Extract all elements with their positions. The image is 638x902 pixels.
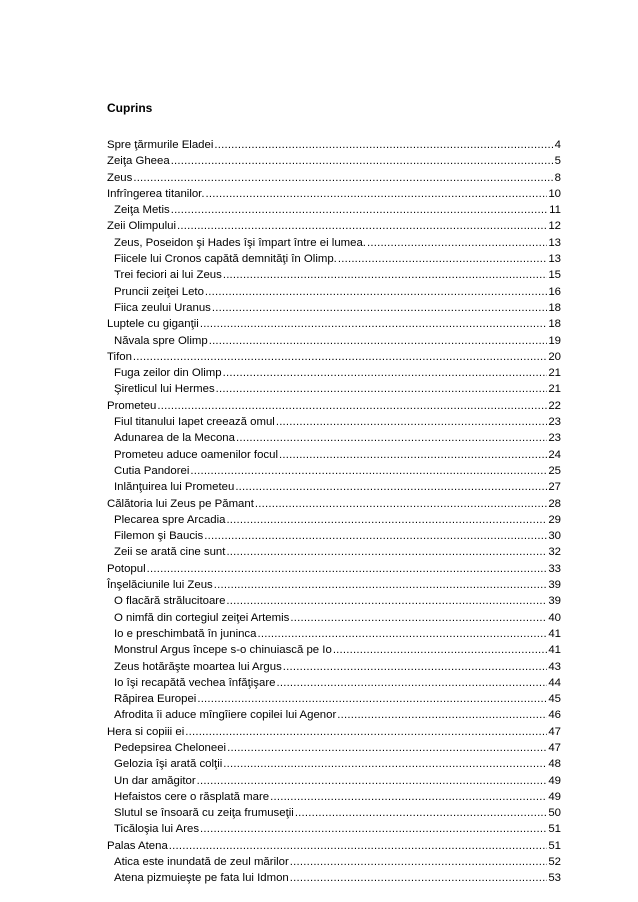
toc-entry-title: Prometeu aduce oamenilor focul: [114, 448, 278, 461]
toc-entry-title: Răpirea Europei: [114, 693, 197, 706]
toc-page-number: 28: [548, 497, 561, 510]
toc-entry-title: Zeii Olimpului: [107, 220, 176, 233]
toc-entry[interactable]: [107, 398, 561, 414]
toc-page-number: 15: [548, 269, 561, 282]
toc-subentry[interactable]: [107, 659, 561, 675]
toc-dot-leader: [177, 218, 547, 234]
toc-subentry[interactable]: [107, 267, 561, 283]
toc-page-number: 4: [554, 139, 561, 151]
toc-subentry[interactable]: [107, 381, 561, 397]
toc-entry-title: Palas Atena: [107, 839, 168, 852]
toc-dot-leader: [367, 235, 547, 251]
toc-dot-leader: [169, 838, 548, 854]
toc-page-number: 53: [548, 872, 561, 885]
toc-dot-leader: [171, 202, 548, 218]
toc-page-number: 47: [548, 725, 561, 738]
toc-page-number: 21: [548, 383, 561, 396]
toc-page-number: 32: [548, 546, 561, 559]
toc-page-number: 5: [554, 155, 561, 168]
toc-page-number: 51: [548, 823, 561, 836]
toc-dot-leader: [212, 300, 547, 316]
toc-entry[interactable]: [107, 496, 561, 512]
toc-page-number: 18: [548, 301, 561, 314]
toc-subentry[interactable]: [107, 544, 561, 560]
toc-dot-leader: [133, 349, 547, 365]
toc-page-number: 41: [548, 627, 561, 640]
toc-page-number: 43: [548, 660, 561, 673]
toc-subentry[interactable]: [107, 740, 561, 756]
toc-page-number: 11: [549, 204, 561, 217]
toc-dot-leader: [226, 512, 547, 528]
toc-entry[interactable]: [107, 838, 561, 854]
toc-page-number: 48: [548, 758, 561, 771]
toc-page-number: 12: [548, 220, 561, 233]
toc-dot-leader: [171, 153, 554, 169]
toc-dot-leader: [276, 675, 547, 691]
toc-entry-title: Călătoria lui Zeus pe Pămant: [107, 497, 254, 510]
toc-page-number: 46: [548, 709, 561, 722]
toc-dot-leader: [226, 544, 547, 560]
toc-page-number: 25: [548, 464, 561, 477]
toc-entry-title: Atica este inundată de zeul mărilor: [114, 856, 289, 869]
table-of-contents: [107, 137, 561, 887]
toc-entry-title: Fiicele lui Cronos capătă demnităţi în Olimp.: [114, 253, 337, 266]
toc-subentry[interactable]: [107, 235, 561, 251]
toc-entry-title: Io e preschimbată în juninca: [114, 627, 257, 640]
toc-entry-title: Prometeu: [107, 399, 157, 412]
toc-dot-leader: [290, 870, 548, 886]
toc-page-number: 44: [548, 676, 561, 689]
toc-entry-title: Zeiţa Metis: [114, 204, 170, 217]
toc-entry-title: Şiretlicul lui Hermes: [114, 383, 215, 396]
toc-dot-leader: [290, 854, 548, 870]
toc-subentry[interactable]: [107, 870, 561, 886]
toc-dot-leader: [214, 577, 548, 593]
toc-entry-title: Slutul se însoară cu zeiţa frumuseţii: [114, 807, 294, 820]
toc-entry-title: Afrodita îi aduce mîngîiere copilei lui Agenor: [114, 709, 337, 722]
toc-page-number: 39: [548, 595, 561, 608]
toc-dot-leader: [200, 316, 548, 332]
toc-page-number: 8: [554, 171, 561, 184]
toc-page-number: 40: [548, 611, 561, 624]
toc-dot-leader: [204, 528, 547, 544]
toc-dot-leader: [223, 756, 547, 772]
toc-entry-title: O flacără strălucitoare: [114, 595, 226, 608]
toc-subentry[interactable]: [107, 691, 561, 707]
toc-entry-title: Tifon: [107, 350, 132, 363]
toc-page-number: 33: [548, 562, 561, 575]
toc-dot-leader: [133, 170, 553, 186]
toc-page-number: 21: [548, 367, 561, 380]
toc-subentry[interactable]: [107, 300, 561, 316]
toc-page-number: 19: [548, 334, 561, 347]
toc-dot-leader: [257, 626, 547, 642]
toc-dot-leader: [223, 267, 548, 283]
toc-page-number: 50: [548, 807, 561, 820]
toc-entry[interactable]: [107, 186, 561, 202]
toc-entry-title: Pedepsirea Cheloneei: [114, 741, 227, 754]
toc-dot-leader: [337, 707, 547, 723]
toc-entry-title: Adunarea de la Mecona: [114, 432, 235, 445]
toc-dot-leader: [185, 724, 547, 740]
toc-subentry[interactable]: [107, 284, 561, 300]
toc-page-number: 13: [548, 236, 561, 249]
toc-entry-title: Fuga zeilor din Olimp: [114, 367, 222, 380]
toc-subentry[interactable]: [107, 202, 561, 218]
toc-page-number: 39: [548, 579, 561, 592]
toc-dot-leader: [283, 659, 548, 675]
toc-page-number: 24: [548, 448, 561, 461]
toc-entry[interactable]: [107, 153, 561, 169]
toc-dot-leader: [226, 593, 547, 609]
toc-page-number: 20: [548, 350, 561, 363]
toc-entry-title: Ticăloşia lui Ares: [114, 823, 200, 836]
toc-subentry[interactable]: [107, 773, 561, 789]
toc-page-number: 18: [548, 318, 561, 331]
toc-dot-leader: [157, 398, 547, 414]
toc-entry-title: Potopul: [107, 562, 146, 575]
toc-entry-title: Fiica zeului Uranus: [114, 301, 211, 314]
toc-entry-title: Plecarea spre Arcadia: [114, 513, 226, 526]
toc-dot-leader: [147, 561, 548, 577]
toc-entry-title: Înşelăciunile lui Zeus: [107, 579, 213, 592]
toc-dot-leader: [279, 447, 547, 463]
toc-page-number: 10: [548, 187, 561, 200]
page-title: Cuprins: [107, 101, 153, 115]
toc-dot-leader: [236, 430, 547, 446]
toc-page-number: 45: [548, 693, 561, 706]
toc-dot-leader: [206, 186, 548, 202]
toc-subentry[interactable]: [107, 333, 561, 349]
toc-entry[interactable]: [107, 349, 561, 365]
toc-page-number: 41: [548, 644, 561, 657]
toc-entry-title: Un dar amăgitor: [114, 774, 196, 787]
toc-subentry[interactable]: [107, 610, 561, 626]
toc-page-number: 16: [548, 285, 561, 298]
toc-dot-leader: [197, 773, 548, 789]
toc-page-number: 27: [548, 481, 561, 494]
toc-entry-title: Hefaistos cere o răsplată mare: [114, 790, 270, 803]
toc-subentry[interactable]: [107, 756, 561, 772]
toc-subentry[interactable]: [107, 854, 561, 870]
toc-entry-title: Cutia Pandorei: [114, 464, 190, 477]
toc-entry-title: Spre ţărmurile Eladei: [107, 139, 214, 151]
toc-dot-leader: [270, 789, 547, 805]
toc-entry[interactable]: [107, 137, 561, 153]
toc-entry-title: Io îşi recapătă vechea înfăţişare: [114, 676, 276, 689]
toc-subentry[interactable]: [107, 821, 561, 837]
toc-entry[interactable]: [107, 170, 561, 186]
toc-page-number: 49: [548, 790, 561, 803]
toc-subentry[interactable]: [107, 365, 561, 381]
toc-entry-title: Năvala spre Olimp: [114, 334, 208, 347]
toc-dot-leader: [227, 740, 547, 756]
toc-entry-title: Infrîngerea titanilor.: [107, 187, 205, 200]
toc-dot-leader: [190, 463, 547, 479]
toc-dot-leader: [223, 365, 548, 381]
toc-entry-title: Atena pizmuieşte pe fata lui Idmon: [114, 872, 289, 885]
toc-page-number: 22: [548, 399, 561, 412]
toc-page-number: 49: [548, 774, 561, 787]
toc-entry-title: Zeiţa Gheea: [107, 155, 170, 168]
toc-entry-title: O nimfă din cortegiul zeiţei Artemis: [114, 611, 290, 624]
toc-entry-title: Monstrul Argus începe s-o chinuiască pe Io: [114, 644, 332, 657]
toc-subentry[interactable]: [107, 789, 561, 805]
toc-page-number: 29: [548, 513, 561, 526]
toc-page-number: 23: [548, 416, 561, 429]
toc-entry[interactable]: [107, 316, 561, 332]
toc-entry-title: Pruncii zeiţei Leto: [114, 285, 204, 298]
toc-dot-leader: [216, 381, 548, 397]
toc-subentry[interactable]: [107, 251, 561, 267]
toc-entry-title: Zeus hotărăşte moartea lui Argus: [114, 660, 282, 673]
toc-page-number: 51: [548, 839, 561, 852]
toc-page-number: 30: [548, 530, 561, 543]
toc-dot-leader: [209, 333, 548, 349]
toc-page-number: 23: [548, 432, 561, 445]
toc-entry-title: Zeii se arată cine sunt: [114, 546, 226, 559]
toc-dot-leader: [255, 496, 547, 512]
toc-dot-leader: [338, 251, 547, 267]
toc-subentry[interactable]: [107, 447, 561, 463]
toc-entry-title: Filemon şi Baucis: [114, 530, 204, 543]
toc-entry-title: Fiul titanului Iapet creează omul: [114, 416, 275, 429]
toc-subentry[interactable]: [107, 642, 561, 658]
toc-subentry[interactable]: [107, 512, 561, 528]
toc-entry-title: Luptele cu giganţii: [107, 318, 199, 331]
toc-entry-title: Zeus, Poseidon şi Hades îşi împart între ei lumea.: [114, 236, 366, 249]
toc-dot-leader: [205, 284, 547, 300]
toc-dot-leader: [214, 137, 553, 153]
toc-entry-title: Trei feciori ai lui Zeus: [114, 269, 222, 282]
toc-dot-leader: [200, 821, 547, 837]
toc-entry[interactable]: [107, 724, 561, 740]
toc-entry-title: Gelozia îşi arată colţii: [114, 758, 223, 771]
toc-dot-leader: [197, 691, 547, 707]
toc-page-number: 52: [548, 856, 561, 869]
toc-subentry[interactable]: [107, 479, 561, 495]
toc-dot-leader: [276, 414, 548, 430]
toc-subentry[interactable]: [107, 626, 561, 642]
toc-dot-leader: [235, 479, 547, 495]
toc-subentry[interactable]: [107, 414, 561, 430]
toc-entry[interactable]: [107, 561, 561, 577]
toc-page-number: 13: [548, 253, 561, 266]
toc-entry-title: Inlănţuirea lui Prometeu: [114, 481, 235, 494]
toc-subentry[interactable]: [107, 593, 561, 609]
toc-subentry[interactable]: [107, 675, 561, 691]
toc-dot-leader: [295, 805, 548, 821]
toc-subentry[interactable]: [107, 430, 561, 446]
toc-entry-title: Zeus: [107, 171, 133, 184]
toc-dot-leader: [333, 642, 548, 658]
toc-subentry[interactable]: [107, 463, 561, 479]
toc-subentry[interactable]: [107, 528, 561, 544]
toc-subentry[interactable]: [107, 805, 561, 821]
toc-entry-title: Hera si copiii ei: [107, 725, 185, 738]
toc-page-number: 47: [548, 741, 561, 754]
toc-dot-leader: [290, 610, 547, 626]
toc-subentry[interactable]: [107, 707, 561, 723]
toc-entry[interactable]: [107, 218, 561, 234]
toc-entry[interactable]: [107, 577, 561, 593]
